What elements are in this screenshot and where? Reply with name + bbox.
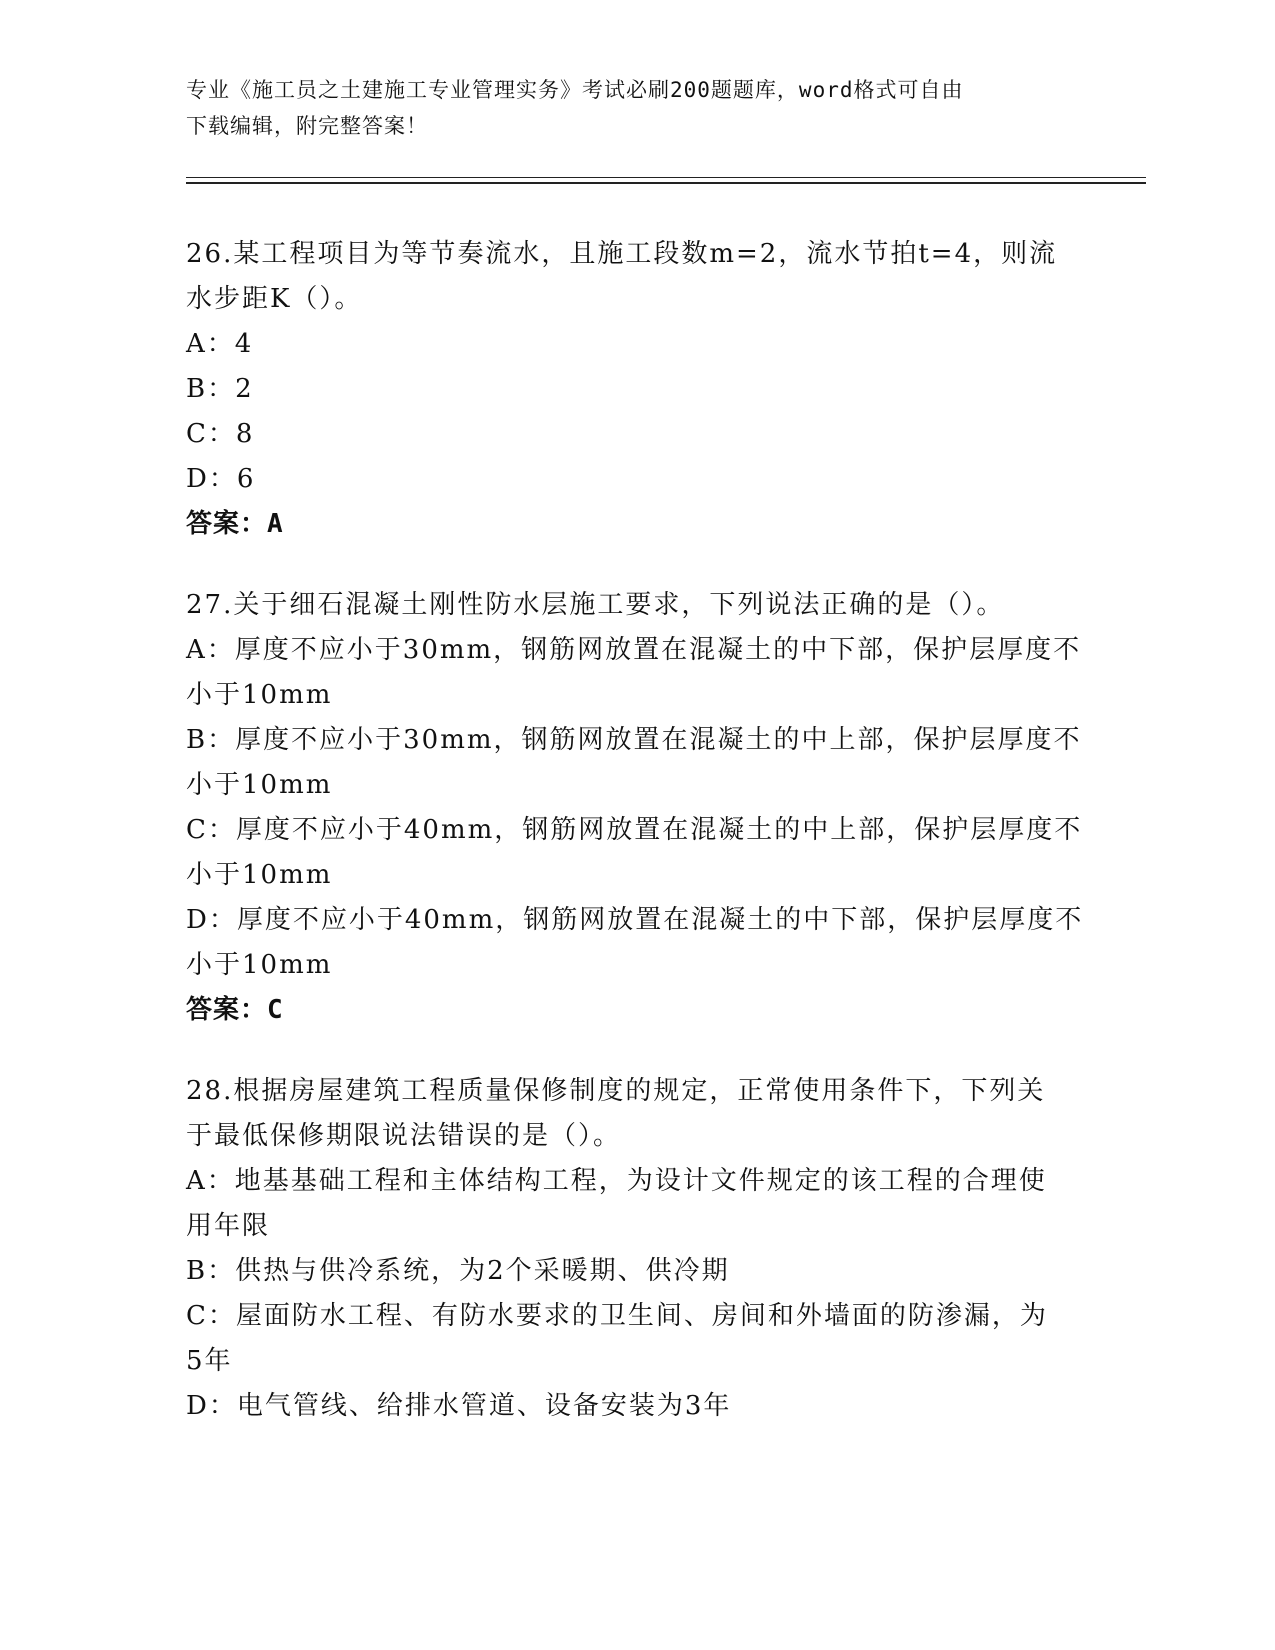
question-stem bbox=[186, 1069, 1086, 1159]
question-list bbox=[186, 232, 1086, 1465]
option-text: B：厚度不应小于30mm，钢筋网放置在混凝土的中上部，保护层厚度不 bbox=[186, 725, 1082, 755]
option-d bbox=[186, 457, 1086, 502]
option-text: A：4 bbox=[186, 329, 254, 359]
option-text-cont: 小于10mm bbox=[186, 950, 333, 980]
question-stem-line-2: 于最低保修期限说法错误的是（）。 bbox=[186, 1121, 622, 1151]
header-line-1: 专业《施工员之土建施工专业管理实务》考试必刷200题题库，word格式可自由 bbox=[186, 78, 964, 102]
option-d bbox=[186, 1384, 1086, 1429]
option-text: A：厚度不应小于30mm，钢筋网放置在混凝土的中下部，保护层厚度不 bbox=[186, 635, 1082, 665]
option-text: D：厚度不应小于40mm，钢筋网放置在混凝土的中下部，保护层厚度不 bbox=[186, 905, 1084, 935]
header-rule-thick bbox=[186, 182, 1146, 184]
option-d bbox=[186, 898, 1086, 988]
option-b bbox=[186, 718, 1086, 808]
option-a bbox=[186, 1159, 1086, 1249]
option-a bbox=[186, 322, 1086, 367]
question-stem bbox=[186, 232, 1086, 322]
option-text-cont: 用年限 bbox=[186, 1211, 271, 1241]
option-c bbox=[186, 1294, 1086, 1384]
question-27 bbox=[186, 583, 1086, 1033]
option-text-cont: 小于10mm bbox=[186, 860, 333, 890]
question-26 bbox=[186, 232, 1086, 547]
option-b bbox=[186, 367, 1086, 412]
question-stem bbox=[186, 583, 1086, 628]
option-text: C：厚度不应小于40mm，钢筋网放置在混凝土的中上部，保护层厚度不 bbox=[186, 815, 1083, 845]
option-text-cont: 5年 bbox=[186, 1346, 233, 1376]
option-text: B：2 bbox=[186, 374, 254, 404]
option-c bbox=[186, 808, 1086, 898]
option-a bbox=[186, 628, 1086, 718]
option-text: A：地基基础工程和主体结构工程，为设计文件规定的该工程的合理使 bbox=[186, 1166, 1047, 1196]
option-text: C：8 bbox=[186, 419, 255, 449]
question-stem-line-1: 28.根据房屋建筑工程质量保修制度的规定，正常使用条件下，下列关 bbox=[186, 1076, 1046, 1106]
document-header bbox=[186, 72, 1066, 144]
question-stem-line-1: 27.关于细石混凝土刚性防水层施工要求，下列说法正确的是（）。 bbox=[186, 590, 1005, 620]
answer-label: 答案：C bbox=[186, 995, 284, 1025]
question-stem-line-1: 26.某工程项目为等节奏流水，且施工段数m=2，流水节拍t=4，则流 bbox=[186, 239, 1058, 269]
option-text: D：电气管线、给排水管道、设备安装为3年 bbox=[186, 1391, 732, 1421]
option-b bbox=[186, 1249, 1086, 1294]
question-28 bbox=[186, 1069, 1086, 1429]
option-c bbox=[186, 412, 1086, 457]
header-rule-thin bbox=[186, 177, 1146, 178]
option-text: C：屋面防水工程、有防水要求的卫生间、房间和外墙面的防渗漏，为 bbox=[186, 1301, 1048, 1331]
option-text-cont: 小于10mm bbox=[186, 770, 333, 800]
option-text: D：6 bbox=[186, 464, 256, 494]
question-stem-line-2: 水步距K（）。 bbox=[186, 284, 363, 314]
option-text-cont: 小于10mm bbox=[186, 680, 333, 710]
answer-label: 答案：A bbox=[186, 509, 284, 539]
header-line-2: 下载编辑，附完整答案！ bbox=[186, 114, 428, 138]
option-text: B：供热与供冷系统，为2个采暖期、供冷期 bbox=[186, 1256, 730, 1286]
